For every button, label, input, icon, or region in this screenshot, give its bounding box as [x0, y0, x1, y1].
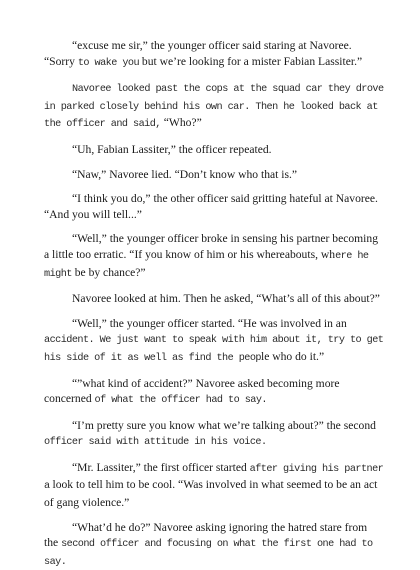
text-run: “Well,” the younger officer started. “He was involved in an: [72, 316, 347, 330]
typewriter-text-run: officer said with attitude in his voice.: [44, 437, 267, 449]
text-run: “What’d he do?” Navoree asking ignoring the hatred stare from the: [44, 520, 368, 550]
paragraph: [44, 38, 384, 71]
typewriter-text-run: after giving his partner a: [44, 463, 384, 493]
text-run: look to tell him to be cool. “Was involved in what seemed to be an act of gang violence.”: [44, 478, 378, 510]
text-run: le who do it.”: [260, 349, 325, 363]
text-run: but we’re looking for a mister Fabian Lassiter.”: [139, 54, 363, 68]
text-run: be by chance?”: [71, 265, 146, 279]
text-run: “”what kind of accident?” Navoree asked becoming more concerned: [44, 376, 340, 406]
typewriter-text-run: Navoree looked past the cops at the squad car they drove in parked closely behind his own car. Then he looked back at the officer and said,: [44, 84, 384, 131]
text-run: “Mr. Lassiter,” the first officer started: [72, 460, 250, 474]
text-run: Navoree looked at him. Then he asked, “What’s all of this about?”: [72, 292, 380, 306]
paragraph: [44, 142, 384, 158]
text-run: “excuse me sir,” the younger officer said staring at Navoree. “Sorry: [44, 39, 352, 68]
paragraph: [44, 316, 384, 367]
text-run: “Well,” the younger officer broke in sensing his partner becoming a little too erratic. “If you know of him or his whereabouts, wh: [44, 232, 378, 261]
paragraph: [44, 231, 384, 282]
text-run: “I think you do,” the other officer said gritting hateful at Navoree. “And you will tell...”: [44, 192, 378, 221]
paragraph: [44, 376, 384, 409]
typewriter-text-run: to wake you: [77, 57, 140, 69]
text-run: “Naw,” Navoree lied. “Don’t know who that is.”: [72, 167, 298, 181]
paragraph: [44, 460, 384, 511]
paragraph: [44, 167, 384, 183]
text-run: “Who?”: [160, 116, 202, 130]
paragraph: [44, 418, 384, 451]
text-run: “I’m pretty sure you know what we’re talking about?” the second: [72, 418, 376, 432]
typewriter-text-run: of what the officer had to say.: [94, 395, 267, 407]
paragraph: [44, 520, 384, 570]
typewriter-text-run: accident. We just want to speak with him about it, try to get his side of it as well as find the peop: [44, 335, 384, 364]
body-text: [44, 38, 384, 570]
paragraph: [44, 291, 384, 307]
typewriter-text-run: second officer and focusing on what the first one had to say.: [44, 539, 373, 568]
paragraph: [44, 80, 384, 133]
text-run: “Uh, Fabian Lassiter,” the officer repeated.: [72, 142, 272, 156]
paragraph: [44, 191, 384, 222]
typewriter-text-run: ere he might: [44, 250, 369, 280]
